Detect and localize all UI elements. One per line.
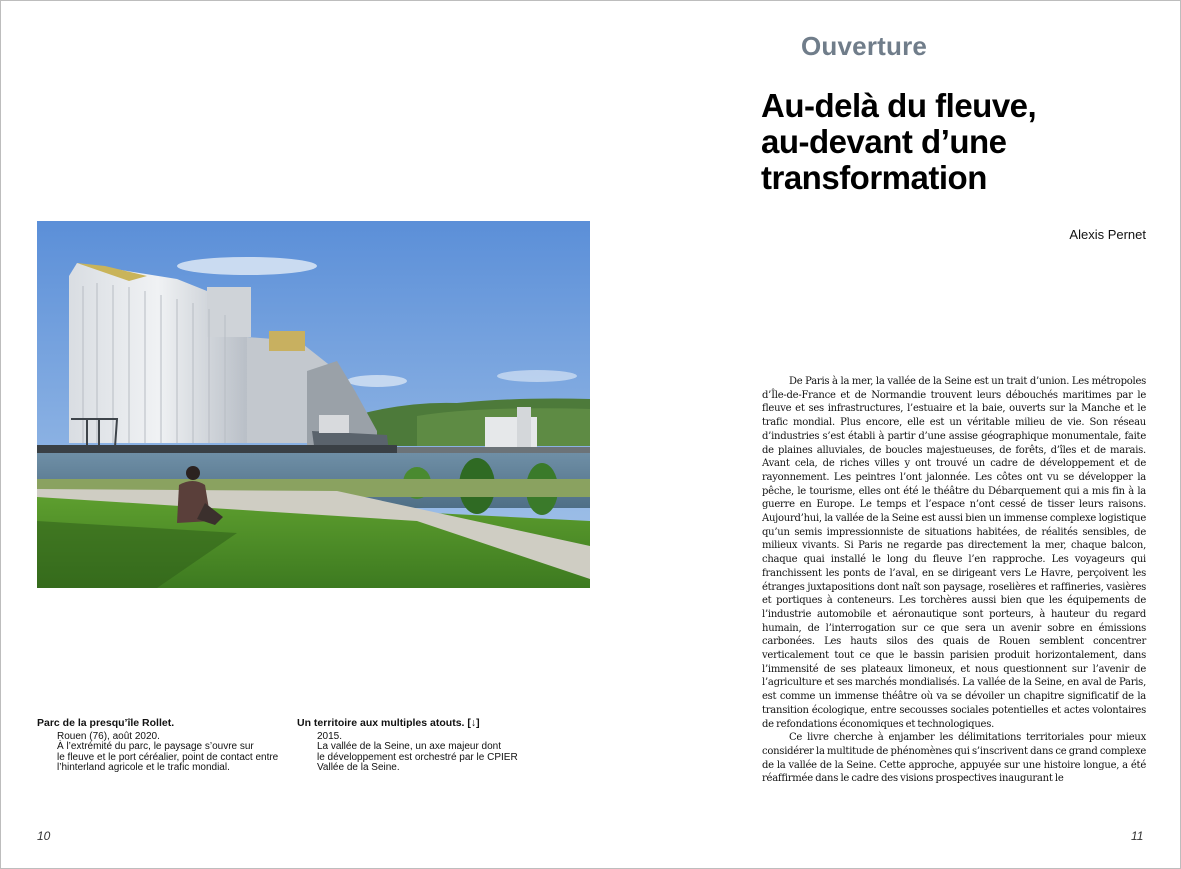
map-caption <box>297 718 527 774</box>
headline-line: Au-delà du fleuve, <box>761 87 1037 124</box>
photo-illustration <box>37 221 590 588</box>
section-label: Ouverture <box>801 31 928 61</box>
caption-body: Rouen (76), août 2020. À l’extrémité du parc, le paysage s’ouvre sur le fleuve et le port céréalier, point de contact entre l’hinterland agricole et le trafic mondial. <box>57 730 279 773</box>
body-text <box>762 375 1146 786</box>
body-paragraph: De Paris à la mer, la vallée de la Seine est un trait d’union. Les métropoles d’Île-de-France et de Normandie trouvent leurs débouchés maritimes par le fleuve et ses infrastructures, l’estuaire et la baie, ouverts sur la Manche et le trafic mondial. Plus encore, elle est un véritable milieu de vie. Son réseau d’industries s’est établi à partir d’une assise géographique monumentale, faite de plaines alluviales, de boucles majestueuses, de forêts, d’îles et de marais. Avant cela, de riches villes y ont trouvé un cadre de développement et de rayonnement. Les peintres l’ont jalonnée. Les côtes ont vu se développer la pêche, le tourisme, elles ont été le théâtre du Débarquement qui a mis fin à la guerre en Europe. Le temps et l’espace n’ont cessé de tisser leurs raisons. Aujourd’hui, la vallée de la Seine est aussi bien un immense complexe logistique qu’un semis impressionniste de situations habitées, de réalités sensibles, de milieux vivants. Si Paris ne regarde pas directement la mer, chaque balcon, chaque quai installé le long du fleuve l’en rapproche. Les voyageurs qui franchissent les ponts de l’aval, en se dirigeant vers Le Havre, perçoivent les étranges juxtapositions dont naît son paysage, roselières et raffineries, vasières et portiques à conteneurs. Les torchères aussi bien que les équipements de l’industrie automobile et aéronautique sont porteurs, à hauteur du regard humain, de l’interrogation sur ce que sera un avenir sobre en émissions carbonées. Les hauts silos des quais de Rouen semblent concentrer verticalement tout ce que le bassin parisien produit horizontalement, dans l’immensité de ses plateaux limoneux, et nous questionnent sur l’avenir de l’agriculture et ses marchés mondialisés. La vallée de la Seine, en aval de Paris, est comme un immense théâtre où va se dévoiler un chapitre significatif de la transition écologique, entre secousses sociales potentielles et actes volontaires de refondations économiques et technologiques. <box>762 376 1146 730</box>
headline-line: au-devant d’une <box>761 123 1007 160</box>
body-paragraph: Ce livre cherche à enjamber les délimitations territoriales pour mieux considérer la multitude de phénomènes qui s’inscrivent dans ce grand complexe de la vallée de la Seine. Cette approche, appuyée sur une histoire longue, a été réaffirmée dans le cadre des visions prospectives inaugurant le <box>762 732 1146 785</box>
page-number-left: 10 <box>37 829 51 843</box>
caption-title: Parc de la presqu’île Rollet. <box>37 717 175 729</box>
page-number-right: 11 <box>1131 829 1144 843</box>
caption-body: 2015. La vallée de la Seine, un axe majeur dont le développement est orchestré par le CPIER Vallée de la Seine. <box>317 730 518 773</box>
author-name: Alexis Pernet <box>1069 227 1146 242</box>
chapter-headline <box>761 88 1121 196</box>
photo-silos-river-seine <box>37 221 590 588</box>
headline-line: transformation <box>761 159 987 196</box>
photo-caption <box>37 718 287 774</box>
caption-title: Un territoire aux multiples atouts. [↓] <box>297 717 480 729</box>
